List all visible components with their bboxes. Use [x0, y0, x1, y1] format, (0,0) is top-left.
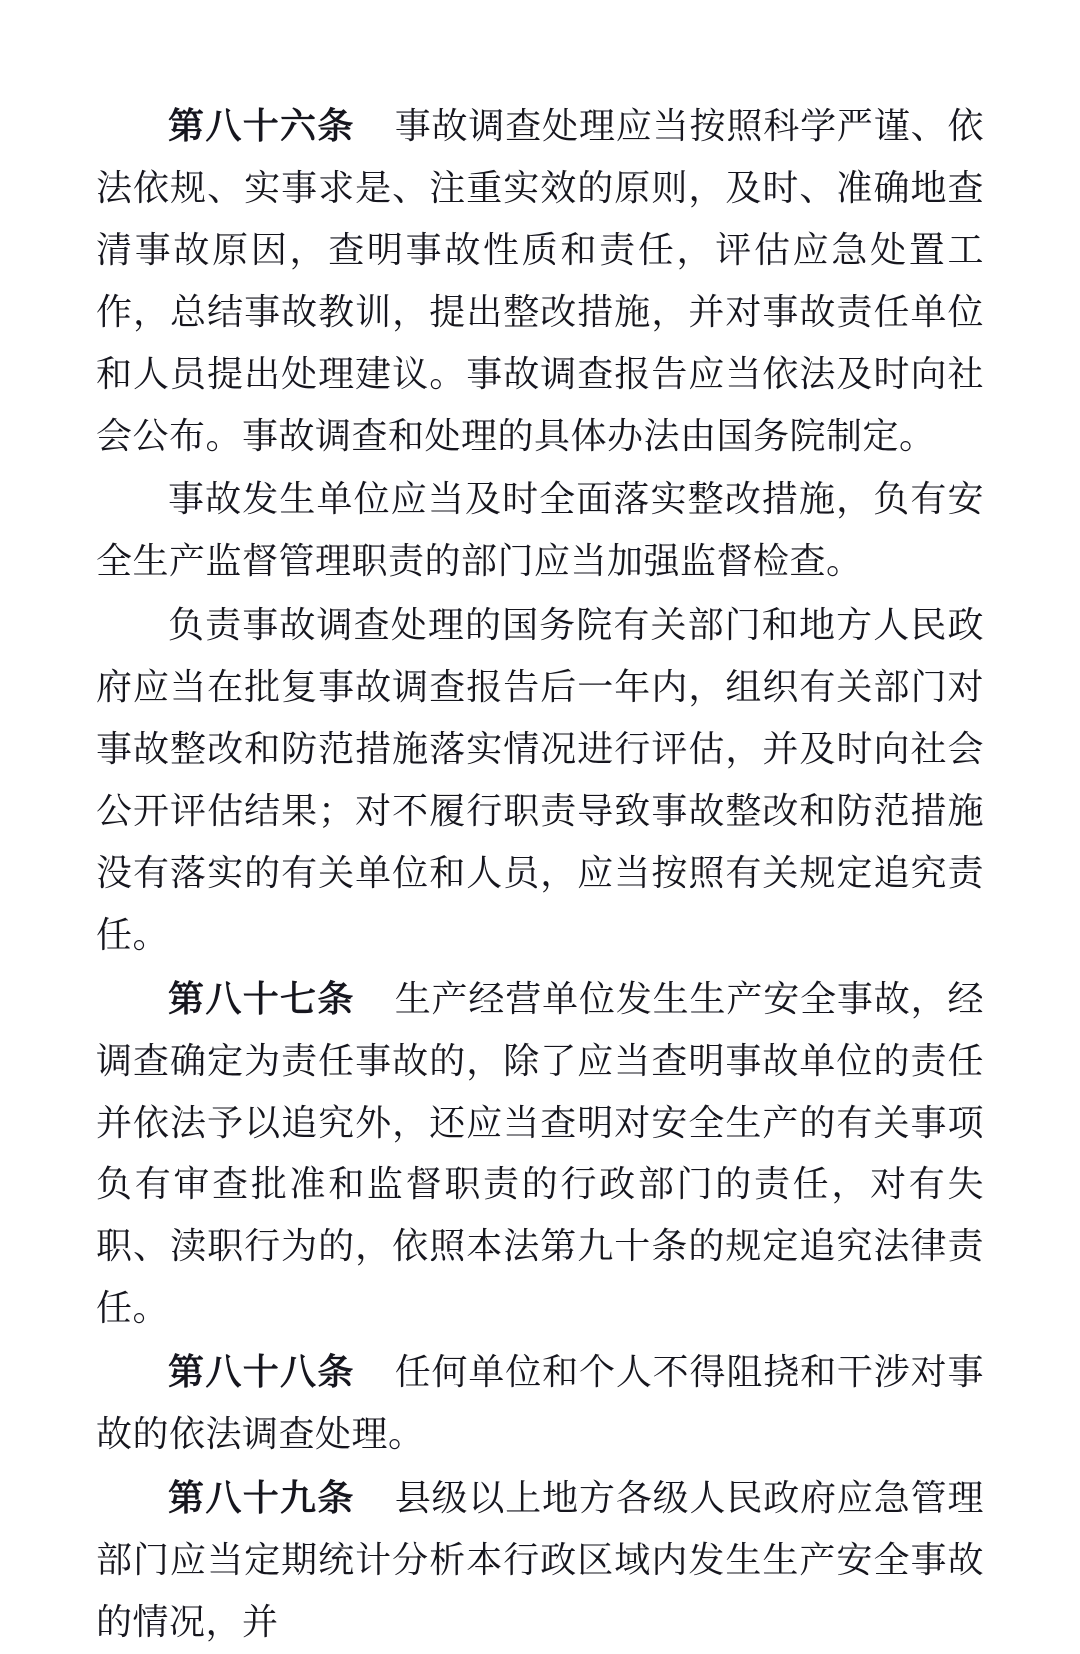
paragraph-article-86-p3	[96, 595, 984, 966]
paragraph-text: 生产经营单位发生生产安全事故，经调查确定为责任事故的，除了应当查明事故单位的责任并依法予以追究外，还应当查明对安全生产的有关事项负有审查批准和监督职责的行政部门的责任，对有失职、渎职行为的，依照本法第九十条的规定追究法律责任。	[96, 978, 984, 1330]
paragraph-text: 负责事故调查处理的国务院有关部门和地方人民政府应当在批复事故调查报告后一年内，组织有关部门对事故整改和防范措施落实情况进行评估，并及时向社会公开评估结果；对不履行职责导致事故整改和防范措施没有落实的有关单位和人员，应当按照有关规定追究责任。	[96, 605, 984, 956]
article-label-88: 第八十八条	[168, 1351, 355, 1394]
paragraph-text: 事故发生单位应当及时全面落实整改措施，负有安全生产监督管理职责的部门应当加强监督检查。	[96, 479, 984, 583]
article-label-89: 第八十九条	[168, 1476, 355, 1519]
document-body	[96, 96, 984, 1654]
paragraph-article-89	[96, 1468, 984, 1654]
paragraph-text: 任何单位和个人不得阻挠和干涉对事故的依法调查处理。	[96, 1352, 984, 1456]
paragraph-article-88	[96, 1342, 984, 1466]
paragraph-text: 事故调查处理应当按照科学严谨、依法依规、实事求是、注重实效的原则，及时、准确地查清事故原因，查明事故性质和责任，评估应急处置工作，总结事故教训，提出整改措施，并对事故责任单位和人员提出处理建议。事故调查报告应当依法及时向社会公布。事故调查和处理的具体办法由国务院制定。	[96, 106, 984, 457]
article-label-87: 第八十七条	[168, 977, 355, 1020]
paragraph-text: 县级以上地方各级人民政府应急管理部门应当定期统计分析本行政区域内发生生产安全事故的情况，并	[96, 1477, 984, 1643]
paragraph-article-86-p2	[96, 469, 984, 593]
paragraph-article-87	[96, 969, 984, 1340]
article-label-86: 第八十六条	[168, 105, 355, 147]
paragraph-article-86	[96, 96, 984, 467]
